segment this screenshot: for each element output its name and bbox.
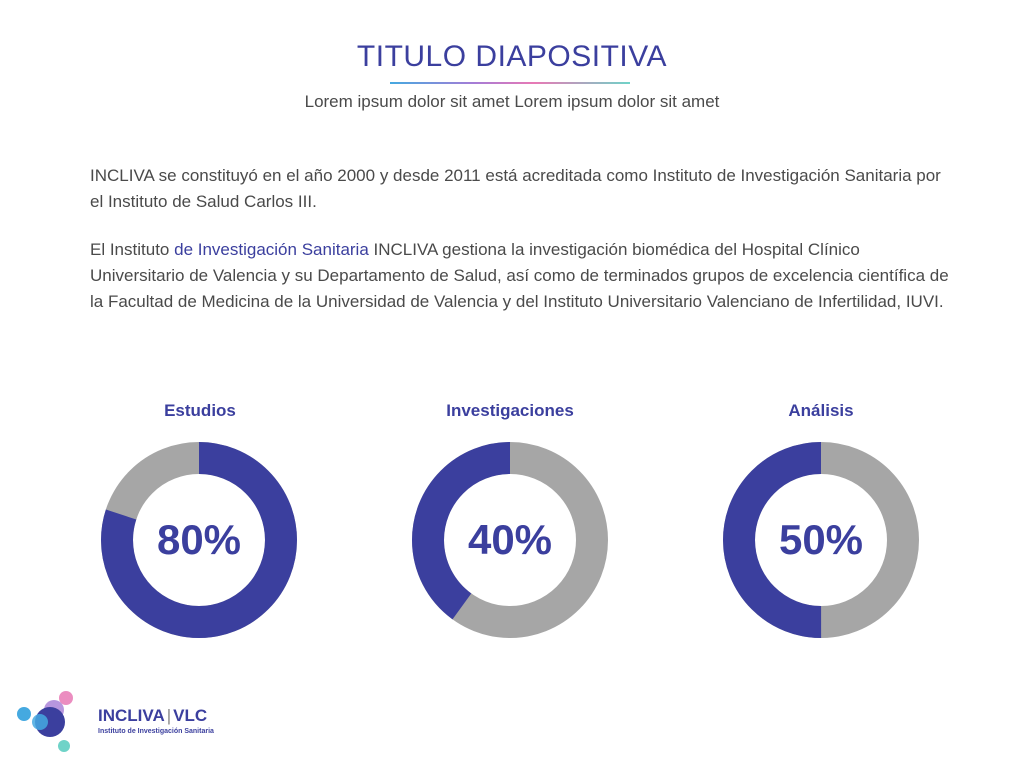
donut-investigaciones xyxy=(410,440,610,640)
donut-title-investigaciones: Investigaciones xyxy=(446,401,574,420)
paragraph-1: INCLIVA se constituyó en el año 2000 y desde 2011 está acreditada como Instituto de Investigación Sanitaria por el Instituto de Salud Carlos III. xyxy=(90,166,941,211)
incliva-logo-mark-icon xyxy=(10,688,90,758)
logo-region: VLC xyxy=(173,706,208,725)
donut-title-analisis: Análisis xyxy=(788,401,854,420)
logo-name: INCLIVA xyxy=(98,706,165,725)
incliva-logo xyxy=(10,688,260,758)
logo-separator: | xyxy=(166,706,172,725)
paragraph-2-highlight: de Investigación Sanitaria xyxy=(174,240,369,259)
donut-analisis xyxy=(721,440,921,640)
title-underline xyxy=(390,82,630,84)
donut-title-estudios: Estudios xyxy=(164,401,236,420)
body-text xyxy=(90,163,950,337)
paragraph-2-start: El Instituto xyxy=(90,240,175,259)
paragraph-2 xyxy=(90,237,950,315)
slide-subtitle: Lorem ipsum dolor sit amet Lorem ipsum dolor sit amet xyxy=(304,92,720,111)
donut-estudios xyxy=(99,440,299,640)
donut-analisis-percent: 50% xyxy=(778,516,864,563)
donut-investigaciones-percent: 40% xyxy=(467,516,553,563)
logo-wordmark xyxy=(98,706,207,726)
donut-estudios-percent: 80% xyxy=(156,516,242,563)
paragraph-2-end: INCLIVA gestiona la investigación biomédica del Hospital Clínico Universitario de Valencia y su Departamento de Salud, así como de terminados grupos de excelencia científica de la Facultad de Medicina de la Universidad de Valencia y del Instituto Universitario Valenciano de Infertilidad, IUVI. xyxy=(90,240,949,311)
slide-title: TITULO DIAPOSITIVA xyxy=(356,40,668,73)
logo-tagline: Instituto de Investigación Sanitaria xyxy=(98,728,214,735)
